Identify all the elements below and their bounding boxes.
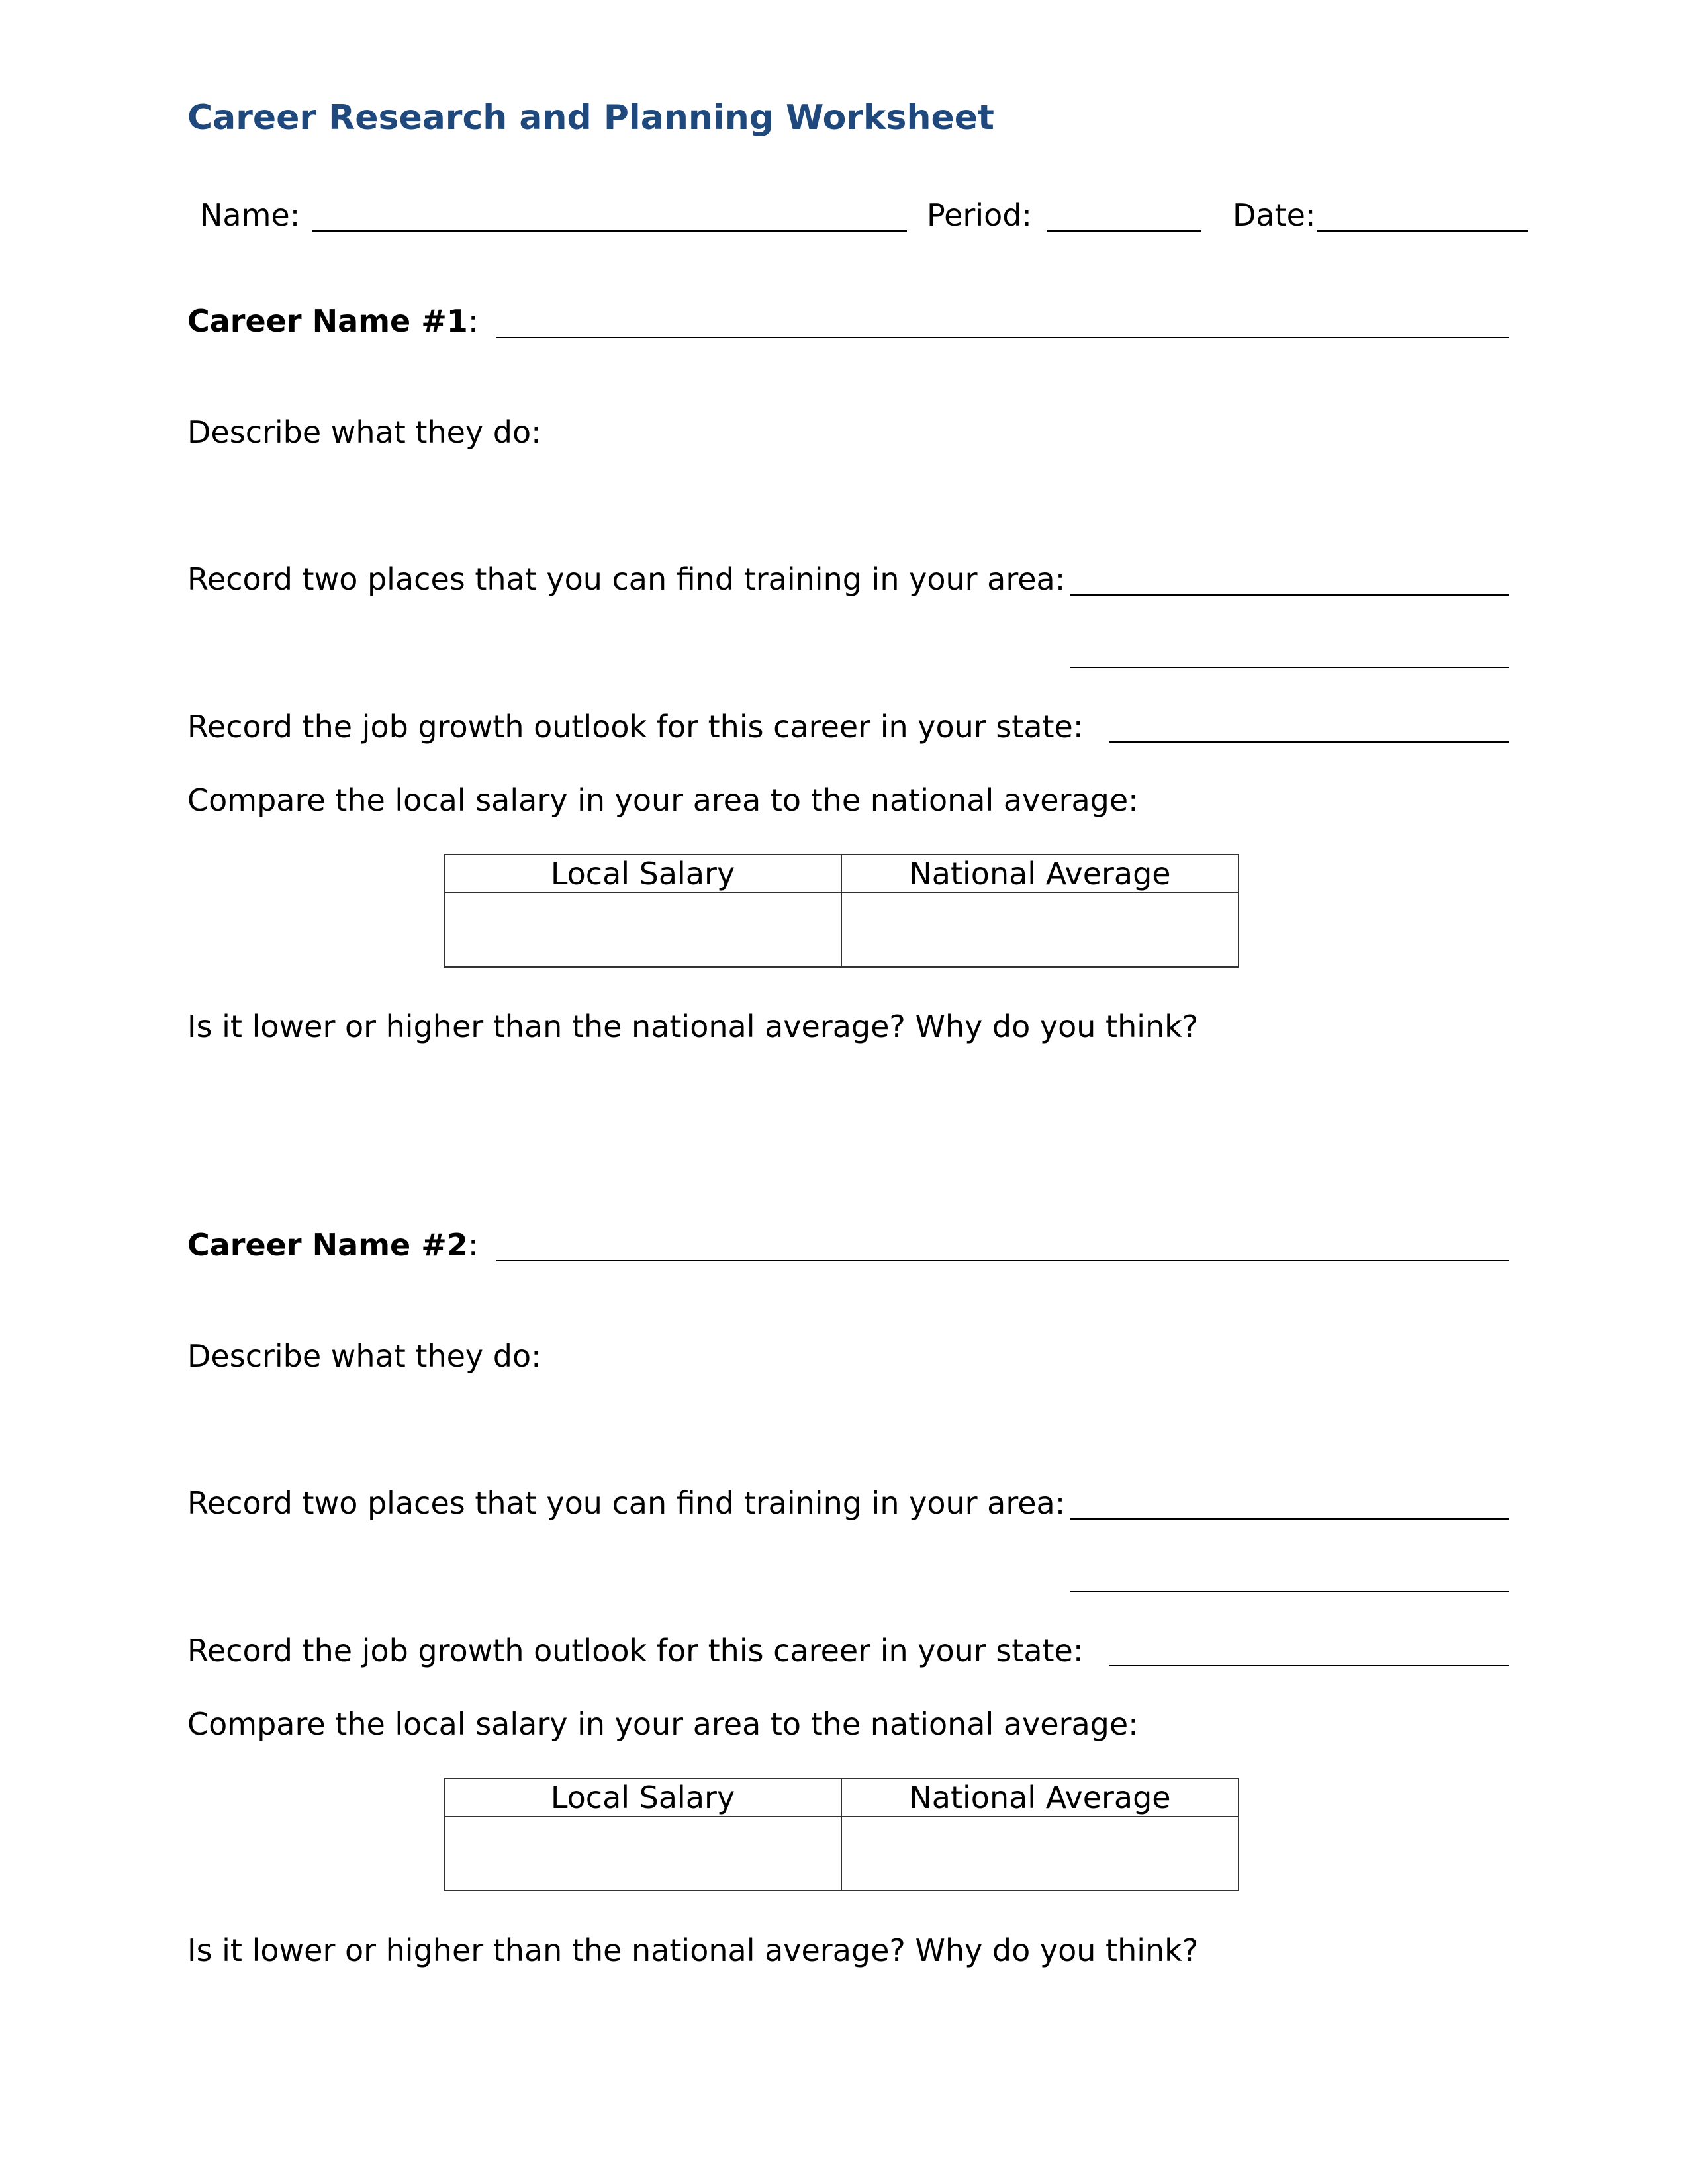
date-label: Date: — [1233, 197, 1316, 233]
local-salary-header: Local Salary — [444, 854, 841, 893]
describe-label: Describe what they do: — [187, 1338, 541, 1374]
compare-label: Compare the local salary in your area to the national average: — [187, 1706, 1139, 1742]
question-label: Is it lower or higher than the national average? Why do you think? — [187, 1009, 1199, 1044]
compare-label: Compare the local salary in your area to the national average: — [187, 782, 1139, 818]
national-average-header: National Average — [841, 1778, 1239, 1817]
career-name-field[interactable] — [496, 337, 1509, 338]
local-salary-cell[interactable] — [444, 893, 841, 967]
training-label: Record two places that you can find training in your area: — [187, 1485, 1066, 1521]
career-name-heading — [187, 303, 479, 339]
training-field-1[interactable] — [1070, 594, 1509, 596]
national-average-cell[interactable] — [841, 893, 1239, 967]
career-name-heading — [187, 1227, 479, 1263]
growth-label: Record the job growth outlook for this career in your state: — [187, 709, 1084, 745]
salary-table — [444, 854, 1239, 968]
training-field-1[interactable] — [1070, 1518, 1509, 1520]
describe-label: Describe what they do: — [187, 414, 541, 450]
growth-label: Record the job growth outlook for this career in your state: — [187, 1633, 1084, 1668]
training-field-2[interactable] — [1070, 1591, 1509, 1592]
national-average-cell[interactable] — [841, 1817, 1239, 1891]
growth-field[interactable] — [1109, 1665, 1509, 1666]
training-field-2[interactable] — [1070, 667, 1509, 668]
period-field[interactable] — [1047, 230, 1201, 232]
career-name-colon: : — [467, 303, 479, 339]
growth-field[interactable] — [1109, 741, 1509, 743]
career-name-colon: : — [467, 1227, 479, 1263]
name-label: Name: — [200, 197, 301, 233]
career-name-label: Career Name #1 — [187, 303, 468, 339]
name-field[interactable] — [312, 230, 907, 232]
period-label: Period: — [927, 197, 1032, 233]
worksheet-title: Career Research and Planning Worksheet — [187, 98, 994, 138]
date-field[interactable] — [1317, 230, 1528, 232]
local-salary-cell[interactable] — [444, 1817, 841, 1891]
national-average-header: National Average — [841, 854, 1239, 893]
salary-table — [444, 1778, 1239, 1891]
career-name-label: Career Name #2 — [187, 1227, 468, 1263]
question-label: Is it lower or higher than the national average? Why do you think? — [187, 1933, 1199, 1968]
training-label: Record two places that you can find training in your area: — [187, 561, 1066, 597]
career-name-field[interactable] — [496, 1260, 1509, 1261]
local-salary-header: Local Salary — [444, 1778, 841, 1817]
